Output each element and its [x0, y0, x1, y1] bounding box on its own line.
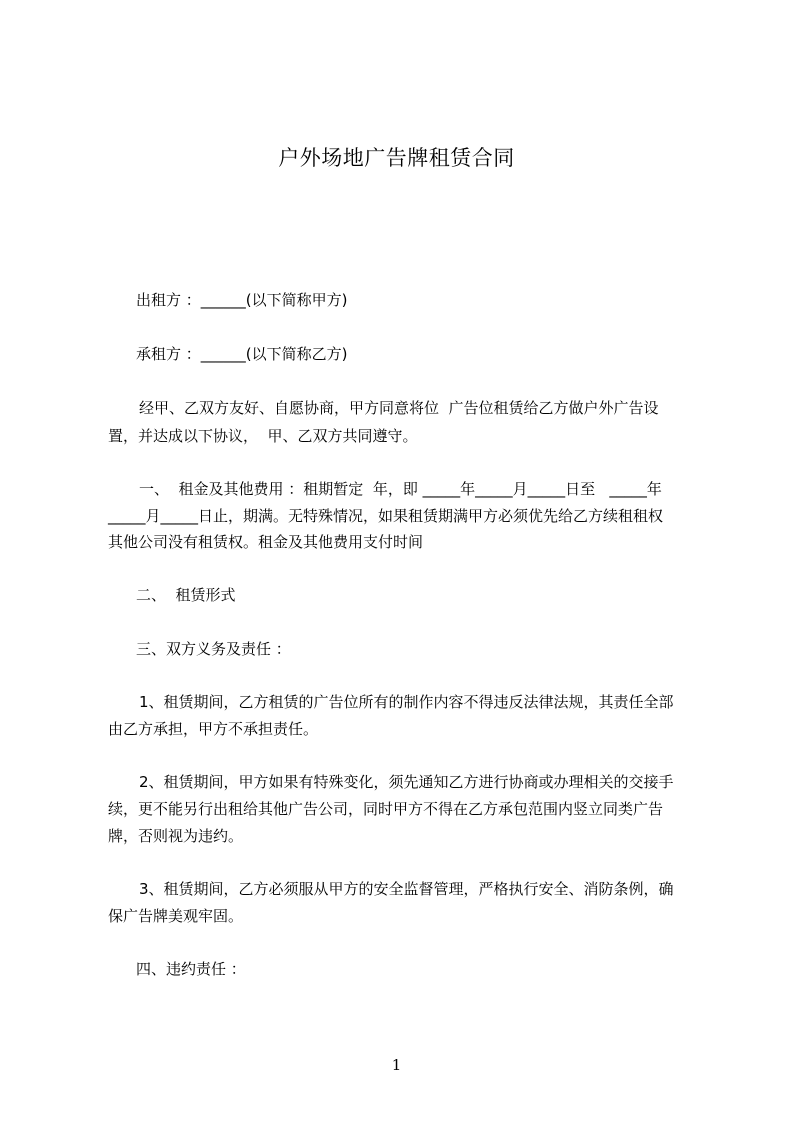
section-1-line-3: 其他公司没有租赁权。租金及其他费用支付时间 — [108, 533, 424, 551]
clause-3-line-2: 保广告牌美观牢固。 — [108, 907, 244, 925]
lessee-line: 承租方 ：______(以下简称乙方) — [136, 345, 348, 363]
clause-3-line-1: 3、租赁期间，乙方必须服从甲方的安全监督管理，严格执行安全、消防条例，确 — [139, 880, 674, 898]
section-1-line-1: 一、 租金及其他费用 ：租期暂定 年，即 _____年_____月_____日至 _____年 — [139, 480, 662, 498]
section-3-heading: 三、双方义务及责任 ： — [136, 640, 291, 658]
page-number: 1 — [391, 1056, 402, 1074]
clause-1-line-2: 由乙方承担，甲方不承担责任。 — [108, 720, 319, 738]
clause-2-line-3: 牌，否则视为违约。 — [108, 827, 244, 845]
intro-line-2: 置，并达成以下协议， 甲、乙双方共同遵守。 — [108, 427, 418, 445]
document-title: 户外场地广告牌租赁合同 — [278, 146, 515, 170]
clause-1-line-1: 1、租赁期间，乙方租赁的广告位所有的制作内容不得违反法律法规，其责任全部 — [139, 693, 674, 711]
section-1-line-2: _____月_____日止，期满。无特殊情况，如果租赁期满甲方必须优先给乙方续租租权 — [108, 507, 664, 525]
section-4-heading: 四、违约责任 ： — [136, 960, 246, 978]
clause-2-line-1: 2、租赁期间，甲方如果有特殊变化，须先通知乙方进行协商或办理相关的交接手 — [139, 773, 674, 791]
lessor-line: 出租方 ：______(以下简称甲方) — [136, 291, 348, 309]
section-2-heading: 二、 租赁形式 — [136, 586, 236, 604]
intro-line-1: 经甲、乙双方友好、自愿协商，甲方同意将位 广告位租赁给乙方做户外广告设 — [139, 399, 659, 417]
clause-2-line-2: 续，更不能另行出租给其他广告公司，同时甲方不得在乙方承包范围内竖立同类广告 — [108, 800, 664, 818]
